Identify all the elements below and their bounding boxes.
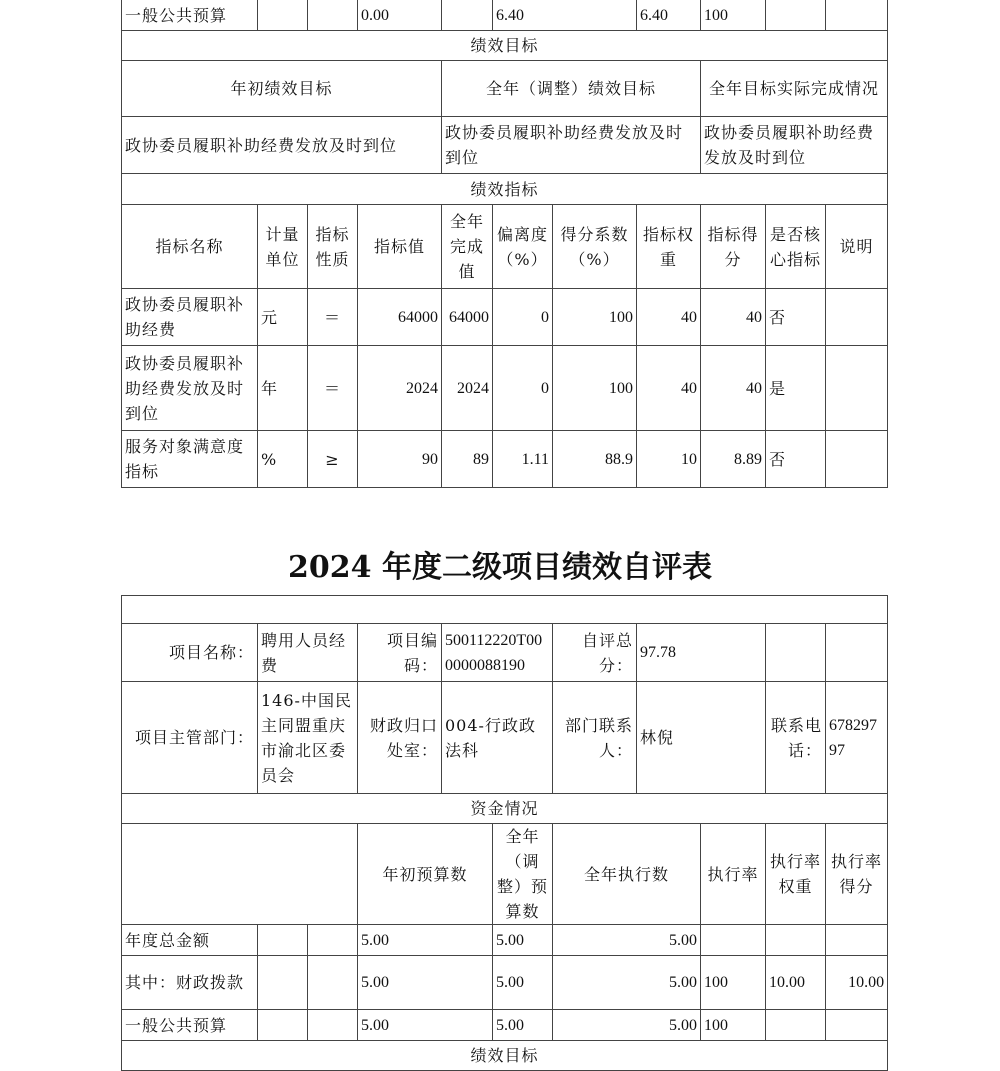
indicator-actual: 2024 <box>442 346 493 431</box>
budget-row-executed: 6.40 <box>637 0 701 31</box>
budget-row-initial: 0.00 <box>358 0 442 31</box>
project-name-value: 聘用人员经费 <box>258 624 358 682</box>
indicator-deviation: 1.11 <box>493 431 553 488</box>
table-row <box>122 431 888 488</box>
fund-executed: 5.00 <box>553 956 701 1010</box>
column-header: 执行率权重 <box>766 824 826 925</box>
table-cell <box>258 956 308 1010</box>
table-cell <box>308 1010 358 1041</box>
indicator-type: ＝ <box>308 289 358 346</box>
column-header: 执行率得分 <box>826 824 888 925</box>
indicator-target: 2024 <box>358 346 442 431</box>
column-header: 年初预算数 <box>358 824 493 925</box>
finance-office-label: 财政归口处室： <box>358 682 442 794</box>
column-header: 执行率 <box>701 824 766 925</box>
fund-score <box>826 925 888 956</box>
goal-header-adjusted: 全年（调整）绩效目标 <box>442 61 701 117</box>
contact-value: 林倪 <box>637 682 766 794</box>
phone-value: 67829797 <box>826 682 888 794</box>
goal-value-adjusted: 政协委员履职补助经费发放及时到位 <box>442 117 701 174</box>
table-cell <box>308 956 358 1010</box>
column-header: 全年（调整）预算数 <box>493 824 553 925</box>
indicator-actual: 89 <box>442 431 493 488</box>
table-cell <box>766 0 826 31</box>
contact-label: 部门联系人： <box>553 682 637 794</box>
indicator-weight: 40 <box>637 346 701 431</box>
performance-table-continued <box>121 0 888 488</box>
phone-label: 联系电话： <box>766 682 826 794</box>
section-header-funds: 资金情况 <box>122 794 888 824</box>
column-header: 得分系数（%） <box>553 205 637 289</box>
column-header: 指标性质 <box>308 205 358 289</box>
project-info-row <box>122 624 888 682</box>
table-cell <box>308 0 358 31</box>
indicator-deviation: 0 <box>493 346 553 431</box>
self-score-label: 自评总分： <box>553 624 637 682</box>
column-header: 指标值 <box>358 205 442 289</box>
department-row <box>122 682 888 794</box>
column-header: 全年完成值 <box>442 205 493 289</box>
finance-office-value: 004-行政政法科 <box>442 682 553 794</box>
fund-initial: 5.00 <box>358 1010 493 1041</box>
indicator-actual: 64000 <box>442 289 493 346</box>
fund-score <box>826 1010 888 1041</box>
table-row <box>122 289 888 346</box>
fund-row-label: 一般公共预算 <box>122 1010 258 1041</box>
indicator-score: 40 <box>701 346 766 431</box>
table-cell <box>258 925 308 956</box>
table-row <box>122 925 888 956</box>
project-self-evaluation-table <box>121 595 888 1071</box>
indicator-unit: 年 <box>258 346 308 431</box>
fund-header-row <box>122 824 888 925</box>
section-header-indicators: 绩效指标 <box>122 174 888 205</box>
table-cell <box>258 0 308 31</box>
fund-score: 10.00 <box>826 956 888 1010</box>
department-label: 项目主管部门： <box>122 682 258 794</box>
goal-header-actual: 全年目标实际完成情况 <box>701 61 888 117</box>
indicator-name: 服务对象满意度指标 <box>122 431 258 488</box>
budget-row-adjusted: 6.40 <box>493 0 637 31</box>
fund-rate: 100 <box>701 1010 766 1041</box>
fund-weight: 10.00 <box>766 956 826 1010</box>
goal-header-initial: 年初绩效目标 <box>122 61 442 117</box>
column-header: 是否核心指标 <box>766 205 826 289</box>
goal-value-actual: 政协委员履职补助经费发放及时到位 <box>701 117 888 174</box>
column-header: 指标得分 <box>701 205 766 289</box>
fund-rate: 100 <box>701 956 766 1010</box>
section-header-goals: 绩效目标 <box>122 31 888 61</box>
column-header: 偏离度（%） <box>493 205 553 289</box>
indicator-note <box>826 431 888 488</box>
goal-header-row <box>122 61 888 117</box>
goal-value-initial: 政协委员履职补助经费发放及时到位 <box>122 117 442 174</box>
indicator-deviation: 0 <box>493 289 553 346</box>
indicator-coefficient: 100 <box>553 346 637 431</box>
indicator-unit: 元 <box>258 289 308 346</box>
indicator-score: 40 <box>701 289 766 346</box>
indicator-weight: 10 <box>637 431 701 488</box>
indicator-note <box>826 346 888 431</box>
indicator-target: 64000 <box>358 289 442 346</box>
fund-adjusted: 5.00 <box>493 1010 553 1041</box>
indicator-note <box>826 289 888 346</box>
fund-row-label: 其中：财政拨款 <box>122 956 258 1010</box>
table-cell <box>258 1010 308 1041</box>
table-cell <box>442 0 493 31</box>
table-row <box>122 1010 888 1041</box>
indicator-core: 否 <box>766 431 826 488</box>
fund-adjusted: 5.00 <box>493 925 553 956</box>
column-header: 计量单位 <box>258 205 308 289</box>
project-code-label: 项目编码： <box>358 624 442 682</box>
budget-row-label: 一般公共预算 <box>122 0 258 31</box>
fund-rate <box>701 925 766 956</box>
table-cell <box>122 824 358 925</box>
project-name-label: 项目名称： <box>122 624 258 682</box>
indicator-unit: % <box>258 431 308 488</box>
column-header: 指标权重 <box>637 205 701 289</box>
column-header: 指标名称 <box>122 205 258 289</box>
indicator-type: ＝ <box>308 346 358 431</box>
column-header: 全年执行数 <box>553 824 701 925</box>
project-code-value: 500112220T000000088190 <box>442 624 553 682</box>
indicator-coefficient: 88.9 <box>553 431 637 488</box>
fund-executed: 5.00 <box>553 1010 701 1041</box>
goal-value-row <box>122 117 888 174</box>
table-cell <box>766 624 826 682</box>
column-header: 说明 <box>826 205 888 289</box>
indicator-header-row <box>122 205 888 289</box>
section-header-goals: 绩效目标 <box>122 1041 888 1071</box>
indicator-score: 8.89 <box>701 431 766 488</box>
indicator-name: 政协委员履职补助经费 <box>122 289 258 346</box>
indicator-core: 是 <box>766 346 826 431</box>
table-cell <box>308 925 358 956</box>
self-score-value: 97.78 <box>637 624 766 682</box>
fund-initial: 5.00 <box>358 925 493 956</box>
indicator-core: 否 <box>766 289 826 346</box>
page-title: 2024 年度二级项目绩效自评表 <box>288 550 712 585</box>
department-value: 146-中国民主同盟重庆市渝北区委员会 <box>258 682 358 794</box>
fund-weight <box>766 925 826 956</box>
table-cell <box>826 0 888 31</box>
budget-row <box>122 0 888 31</box>
fund-executed: 5.00 <box>553 925 701 956</box>
fund-adjusted: 5.00 <box>493 956 553 1010</box>
indicator-weight: 40 <box>637 289 701 346</box>
indicator-coefficient: 100 <box>553 289 637 346</box>
fund-weight <box>766 1010 826 1041</box>
indicator-type: ≥ <box>308 431 358 488</box>
fund-initial: 5.00 <box>358 956 493 1010</box>
indicator-name: 政协委员履职补助经费发放及时到位 <box>122 346 258 431</box>
blank-header-row <box>122 596 888 624</box>
table-row <box>122 956 888 1010</box>
table-cell <box>826 624 888 682</box>
indicator-target: 90 <box>358 431 442 488</box>
table-row <box>122 346 888 431</box>
fund-row-label: 年度总金额 <box>122 925 258 956</box>
budget-row-rate: 100 <box>701 0 766 31</box>
